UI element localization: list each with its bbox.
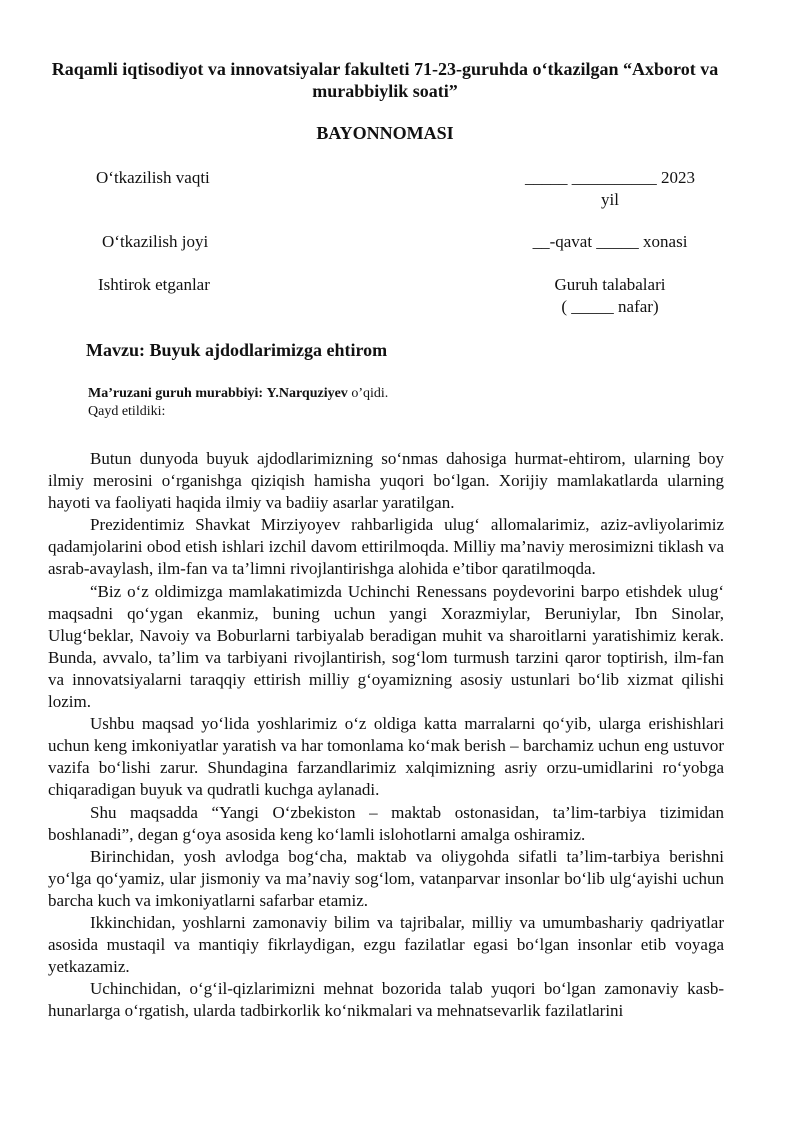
- body-paragraph: Prezidentimiz Shavkat Mirziyoyev rahbarligida ulug‘ allomalarimiz, aziz-avliyolarimiz qadamjolarini obod etish ishlari izchil davom ettirilmoqda. Milliy ma’naviy merosimizni tiklash va asrab-avaylash, ilm-fan va ta’limni rivojlantirishga alohida e’tibor qaratilmoqda.: [48, 515, 724, 579]
- participants-value: [500, 274, 720, 318]
- document-title: Raqamli iqtisodiyot va innovatsiyalar fakulteti 71-23-guruhda o‘tkazilgan “Axborot va murabbiylik soati”: [51, 59, 719, 101]
- place-value: __-qavat _____ xonasi: [532, 232, 688, 251]
- document-type-heading: BAYONNOMASI: [316, 123, 454, 143]
- time-value-year: yil: [601, 190, 619, 209]
- speaker-line: [88, 385, 388, 403]
- participants-value-group: Guruh talabalari: [554, 275, 666, 294]
- speaker-name: Y.Narquziyev: [266, 386, 348, 401]
- noted-label: Qayd etildiki:: [88, 404, 166, 419]
- place-label: O‘tkazilish joyi: [102, 232, 209, 251]
- participants-value-count: ( _____ nafar): [561, 297, 659, 316]
- speaker-suffix: o’qidi.: [351, 386, 389, 401]
- body-paragraph: Ikkinchidan, yoshlarni zamonaviy bilim va tajribalar, milliy va umumbashariy qadriyatlar asosida mustaqil va mantiqiy fikrlaydigan, ezgu fazilatlar egasi bo‘lgan insonlar etib voyaga yetkazamiz.: [48, 912, 724, 977]
- speaker-prefix: Ma’ruzani guruh murabbiyi:: [88, 386, 264, 401]
- time-label: O‘tkazilish vaqti: [96, 168, 210, 187]
- body-paragraph: Butun dunyoda buyuk ajdodlarimizning so‘nmas dahosiga hurmat-ehtirom, ularning boy ilmiy merosini o‘rganishga qiziqish hamisha yuqori bo‘lgan. Xorijiy mamlakatlarda ularning hayoti va faoliyati haqida ilmiy va badiiy asarlar yaratilgan.: [48, 449, 724, 513]
- speaker-block: [88, 385, 388, 421]
- body-paragraph: Uchinchidan, o‘g‘il-qizlarimizni mehnat bozorida talab yuqori bo‘lgan zamonaviy kasb-hunarlarga o‘rgatish, ularda tadbirkorlik ko‘nikmalari va mehnatsevarlik fazilatlarini: [48, 979, 724, 1021]
- time-value-date: _____ __________ 2023: [525, 168, 695, 187]
- body-paragraph: Ushbu maqsad yo‘lida yoshlarimiz o‘z oldiga katta marralarni qo‘yib, ularga erishishlari uchun keng imkoniyatlar yaratish va har tomonlama ko‘mak berish – barchamiz uchun eng ustuvor vazifa bo‘lishi zarur. Shundagina farzandlarimiz xalqimizning asriy orzu-umidlarini ro‘yobga chiqaradigan buyuk va qudratli kuchga aylanadi.: [48, 714, 724, 800]
- participants-label: Ishtirok etganlar: [98, 275, 210, 294]
- body-paragraph: “Biz o‘z oldimizga mamlakatimizda Uchinchi Renessans poydevorini barpo etishdek ulug‘ maqsadni qo‘ygan ekanmiz, buning uchun yangi Xorazmiylar, Beruniylar, Ibn Sinolar, Ulug‘beklar, Navoiy va Boburlarni tarbiyalab beradigan muhit va sharoitlarni yaratishimiz kerak. Bunda, avvalo, ta’lim va tarbiyani rivojlantirish, sog‘lom turmush tarzini qaror toptirish, ilm-fan va innovatsiyalarni taraqqiy ettirish milliy g‘oyamizning asosiy ustunlari bo‘lib xizmat qilishi lozim.: [48, 581, 724, 712]
- body-paragraph: Shu maqsadda “Yangi O‘zbekiston – maktab ostonasidan, ta’lim-tarbiya tizimidan boshlanadi”, degan g‘oya asosida keng ko‘lamli islohotlarni amalga oshiramiz.: [48, 802, 724, 844]
- topic-heading: Mavzu: Buyuk ajdodlarimizga ehtirom: [86, 340, 388, 360]
- body-paragraph: Birinchidan, yosh avlodga bog‘cha, maktab va oliygohda sifatli ta’lim-tarbiya berishni yo‘lga qo‘yamiz, ular jismoniy va ma’naviy sog‘lom, vatanparvar insonlar bo‘lib ulg‘ayishi uchun barcha kuch va imkoniyatlarni safarbar etamiz.: [48, 846, 724, 910]
- time-value: [500, 167, 720, 211]
- body-text: [48, 448, 724, 1022]
